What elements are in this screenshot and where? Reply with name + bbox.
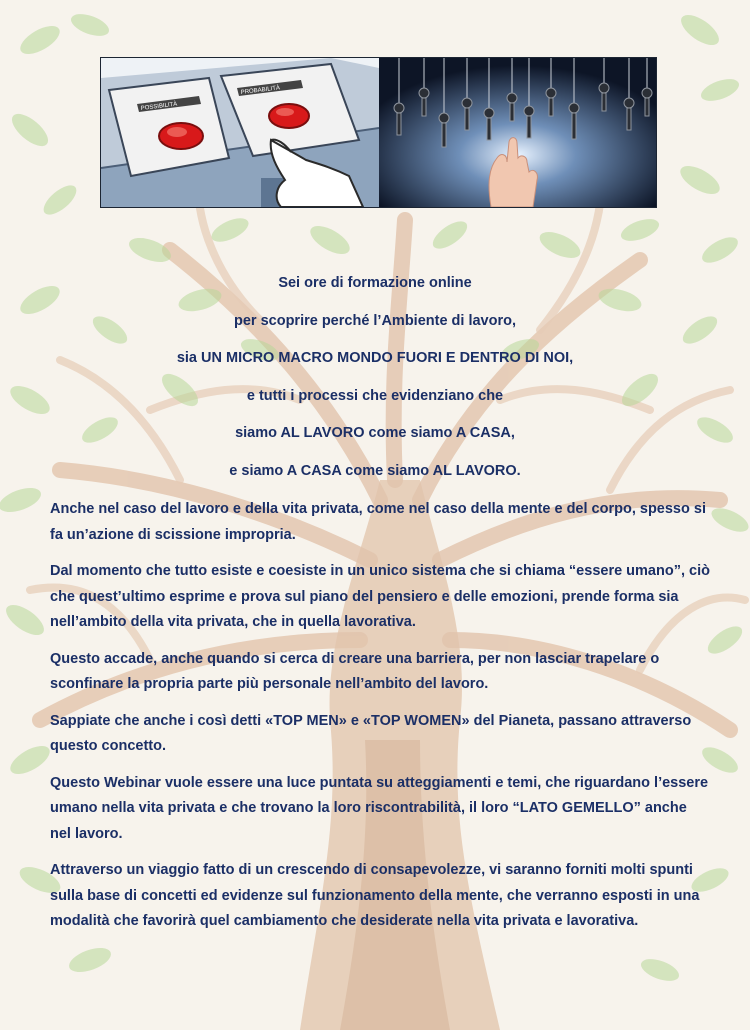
paragraph: Anche nel caso del lavoro e della vita privata, come nel caso della mente e del corpo, spesso si fa un’azione di scissione impropria. (50, 501, 706, 543)
intro-line: Sei ore di formazione online (278, 275, 472, 291)
paragraph: Attraverso un viaggio fatto di un crescendo di consapevolezze, vi saranno forniti molti spunti sulla base di concetti ed evidenze sul funzionamento della mente, che verranno esposti in una modalità che favorirà quel cambiamento che desiderate nella vita privata e lavorativa. (50, 862, 700, 929)
intro-block (50, 270, 700, 496)
intro-line: siamo AL LAVORO come siamo A CASA, (235, 425, 515, 442)
body-text (50, 497, 710, 946)
push-buttons-image (101, 58, 379, 207)
paragraph: Dal momento che tutto esiste e coesiste in un unico sistema che si chiama “essere umano”, ciò che quest’ultimo esprime e prova sul piano del pensiero e delle emozioni, prende forma sia nell’ambito della vita privata, che in quella lavorativa. (50, 563, 710, 630)
intro-line: per scoprire perché l’Ambiente di lavoro, (233, 312, 517, 329)
paragraph: Sappiate che anche i così detti «TOP MEN» e «TOP WOMEN» del Pianeta, passano attraverso questo concetto. (50, 712, 692, 754)
intro-line: e tutti i processi che evidenziano che (246, 387, 504, 404)
intro-line: sia UN MICRO MACRO MONDO FUORI E DENTRO DI NOI, (176, 350, 574, 367)
paragraph: Questo accade, anche quando si cerca di creare una barriera, per non lasciar trapelare o sconfinare la propria parte più personale nell’ambito del lavoro. (50, 650, 660, 692)
hero-image (100, 57, 657, 208)
probabilita-label: PROBABILITÀ (240, 85, 281, 96)
hanging-keys-image (379, 58, 656, 207)
possibilita-label: POSSIBILITÀ (140, 101, 178, 112)
intro-line: e siamo A CASA come siamo AL LAVORO. (229, 462, 521, 479)
paragraph: Questo Webinar vuole essere una luce puntata su atteggiamenti e temi, che riguardano l’essere umano nella vita privata e che trovano la loro riscontrabilità, il loro “LATO GEMELLO” anche nel lavoro. (50, 774, 709, 842)
